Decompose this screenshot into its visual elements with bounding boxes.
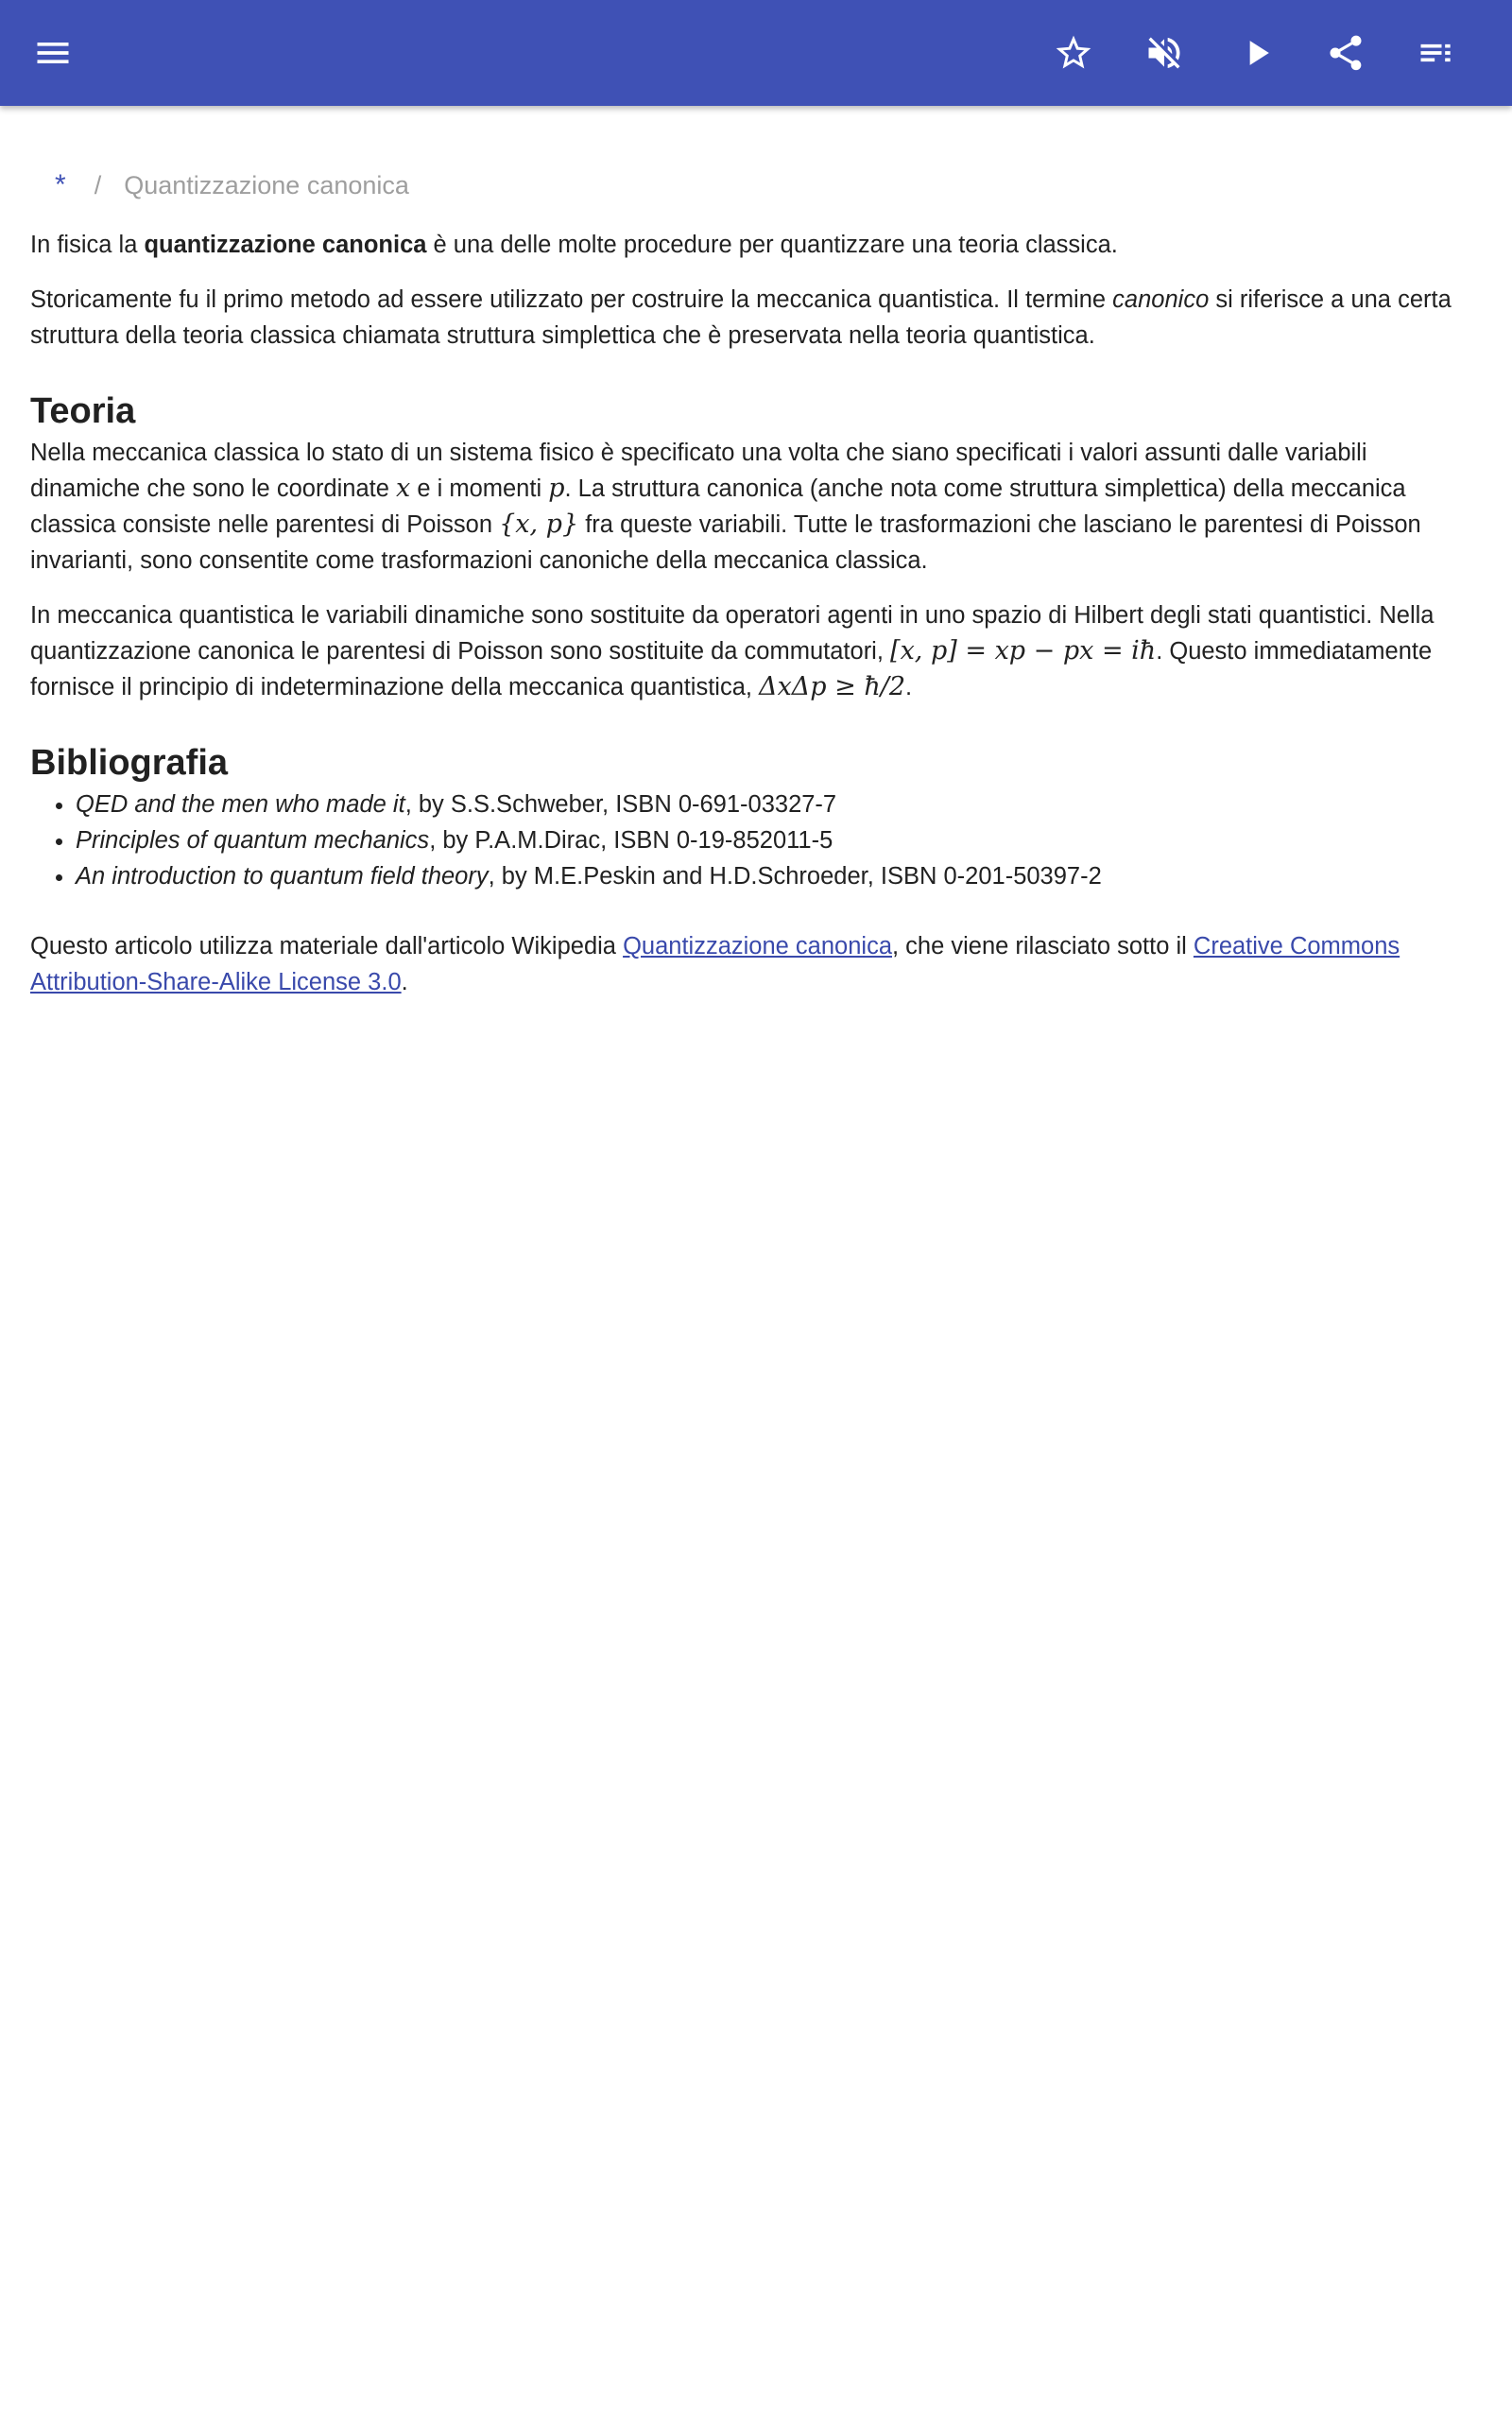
license-link[interactable]: Creative Commons Attribution-Share-Alike License 3.0 [30,933,1400,995]
play-button[interactable] [1219,15,1295,91]
math-poisson-bracket: {x, p} [499,510,579,539]
bibliography-title: An introduction to quantum field theory [76,863,489,890]
theory-paragraph-1: Nella meccanica classica lo stato di un sistema fisico è specificato una volta che siano specificati i valori assunti dalle variabili dinamiche che sono le coordinate x e i momenti p. La struttura canonica (anche nota come struttura simplettica) della meccanica classica consiste nelle parentesi di Poisson {x, p} fra queste variabili. Tutte le trasformazioni che lasciano le parentesi di Poisson invarianti, sono consentite come trasformazioni canoniche della meccanica classica. [30,440,1421,574]
bibliography-item: • Principles of quantum mechanics, by P.A.M.Dirac, ISBN 0-19-852011-5 [76,822,1482,858]
math-commutator: [x, p] = xp − px = iħ [890,636,1157,666]
theory-paragraph-2: In meccanica quantistica le variabili dinamiche sono sostituite da operatori agenti in uno spazio di Hilbert degli stati quantistici. Nella quantizzazione canonica le parentesi di Poisson sono sostituite da commutatori, [x, p] = xp − px = iħ. Questo immediatamente fornisce il principio di indeterminazione della meccanica quantistica, ΔxΔp ≥ ħ/2. [30,602,1435,701]
volume-off-icon [1143,32,1185,74]
wikipedia-article-link[interactable]: Quantizzazione canonica [623,933,892,959]
play-icon [1236,32,1278,74]
bibliography-item: • QED and the men who made it, by S.S.Schweber, ISBN 0-691-03327-7 [76,786,1482,822]
playlist-icon [1416,32,1457,74]
bibliography-heading: Bibliografia [30,743,229,783]
playlist-button[interactable] [1399,15,1474,91]
bibliography-title: QED and the men who made it [76,791,405,818]
share-button[interactable] [1308,15,1383,91]
math-uncertainty: ΔxΔp ≥ ħ/2 [759,672,906,701]
breadcrumb [51,164,1482,206]
menu-icon [32,32,74,74]
favorite-button[interactable] [1036,15,1111,91]
intro-paragraph: In fisica la quantizzazione canonica è una delle molte procedure per quantizzare una teoria classica. [30,232,1118,258]
license-paragraph: Questo articolo utilizza materiale dall'articolo Wikipedia Quantizzazione canonica, che viene rilasciato sotto il Creative Commons Attribution-Share-Alike License 3.0. [30,933,1400,995]
app-bar [0,0,1512,106]
history-paragraph: Storicamente fu il primo metodo ad essere utilizzato per costruire la meccanica quantistica. Il termine canonico si riferisce a una certa struttura della teoria classica chiamata struttura simplettica che è preservata nella teoria quantistica. [30,286,1452,349]
mute-button[interactable] [1126,15,1202,91]
breadcrumb-home-link[interactable]: * [55,169,66,200]
bibliography-item: • An introduction to quantum field theory, by M.E.Peskin and H.D.Schroeder, ISBN 0-201-50397-2 [76,858,1482,894]
share-icon [1325,32,1366,74]
article-content [30,142,1482,1019]
breadcrumb-separator: / [94,171,102,199]
math-p: p [548,474,565,503]
bibliography-list [30,786,1482,894]
math-x: x [396,474,411,503]
theory-heading: Teoria [30,391,136,431]
history-italic-term: canonico [1112,286,1210,313]
menu-button[interactable] [15,15,91,91]
star-outline-icon [1053,32,1094,74]
intro-bold-term: quantizzazione canonica [144,232,427,258]
bibliography-title: Principles of quantum mechanics [76,827,430,854]
breadcrumb-current: Quantizzazione canonica [124,171,409,199]
